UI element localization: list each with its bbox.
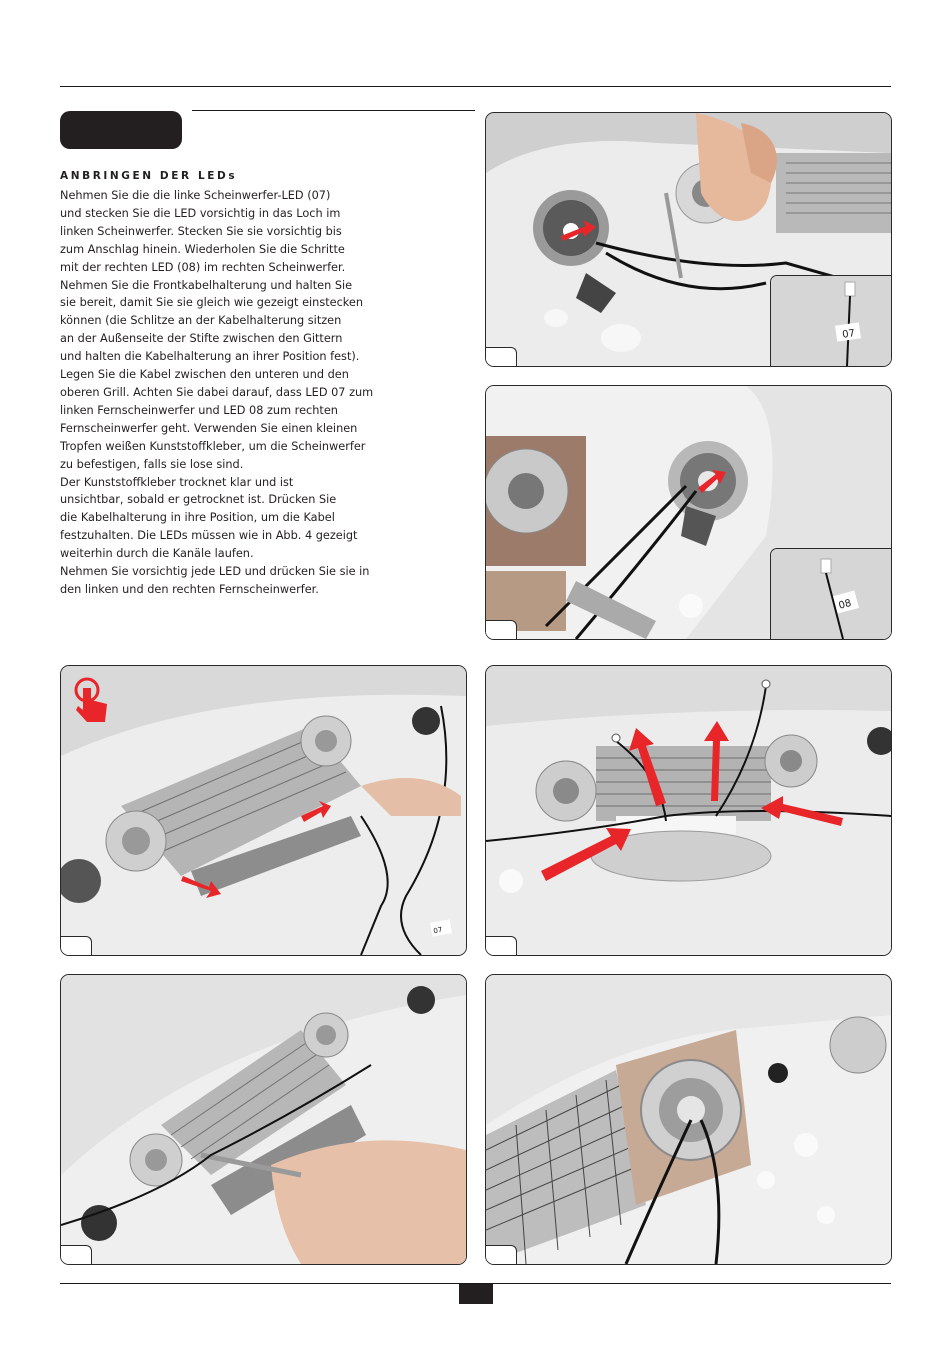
text-line: weiterhin durch die Kanäle laufen. <box>60 547 254 561</box>
led-tag-label: 08 <box>837 597 853 612</box>
text-line: sie bereit, damit Sie sie gleich wie gezeigt einstecken <box>60 296 364 310</box>
text-line: oberen Grill. Achten Sie dabei darauf, dass LED 07 zum <box>60 385 374 399</box>
photo-number-tab <box>486 620 517 639</box>
text-line: zu befestigen, falls sie lose sind. <box>60 457 244 471</box>
text-line: festzuhalten. Die LEDs müssen wie in Abb. 4 gezeigt <box>60 529 358 543</box>
led-tag-illustration <box>771 276 891 366</box>
photo-3-illustration <box>61 666 466 955</box>
page-number-box <box>459 1284 493 1304</box>
text-line: Tropfen weißen Kunststoffkleber, um die Scheinwerfer <box>60 439 366 453</box>
text-line: die Kabelhalterung in ihre Position, um die Kabel <box>60 511 335 525</box>
text-line: und halten die Kabelhalterung an ihrer Position fest). <box>60 350 360 364</box>
photo-step-3 <box>60 665 467 956</box>
text-line: können (die Schlitze an der Kabelhalterung sitzen <box>60 314 342 328</box>
photo-step-4 <box>485 665 892 956</box>
top-rule <box>60 86 891 87</box>
text-line: Nehmen Sie die Frontkabelhalterung und halten Sie <box>60 278 353 292</box>
photo-4-illustration <box>486 666 891 955</box>
led-tag-label: 07 <box>841 328 856 341</box>
text-line: Nehmen Sie die die linke Scheinwerfer-LED (07) <box>60 189 331 202</box>
photo-number-tab <box>61 1245 92 1264</box>
photo-6-illustration <box>486 975 891 1264</box>
text-line: zum Anschlag hinein. Wiederholen Sie die Schritte <box>60 242 345 256</box>
text-line: mit der rechten LED (08) im rechten Scheinwerfer. <box>60 260 346 274</box>
text-line: an der Außenseite der Stifte zwischen den Gittern <box>60 332 343 346</box>
text-line: und stecken Sie die LED vorsichtig in das Loch im <box>60 206 341 220</box>
step-badge <box>60 111 182 149</box>
text-line: Der Kunststoffkleber trocknet klar und ist <box>60 475 294 489</box>
text-line: linken Fernscheinwerfer und LED 08 zum rechten <box>60 403 338 417</box>
text-line: Fernscheinwerfer geht. Verwenden Sie einen kleinen <box>60 421 358 435</box>
inset-led-08 <box>770 548 891 639</box>
led-tag-illustration <box>771 549 891 639</box>
inset-led-07 <box>770 275 891 366</box>
photo-number-tab <box>61 936 92 955</box>
photo-step-1 <box>485 112 892 367</box>
photo-number-tab <box>486 1245 517 1264</box>
photo-number-tab <box>486 936 517 955</box>
photo-step-6 <box>485 974 892 1265</box>
heading-rule <box>192 110 475 111</box>
photo-step-5 <box>60 974 467 1265</box>
instruction-text <box>60 187 390 599</box>
photo-number-tab <box>486 347 517 366</box>
text-line: den linken und den rechten Fernscheinwerfer. <box>60 582 319 596</box>
photo-5-illustration <box>61 975 466 1264</box>
text-line: Legen Sie die Kabel zwischen den unteren und den <box>60 368 349 382</box>
photo-step-2 <box>485 385 892 640</box>
text-line: Nehmen Sie vorsichtig jede LED und drücken Sie sie in <box>60 565 370 579</box>
text-line: unsichtbar, sobald er getrocknet ist. Drücken Sie <box>60 493 337 507</box>
text-line: linken Scheinwerfer. Stecken Sie sie vorsichtig bis <box>60 224 342 238</box>
led-tag-label: 07 <box>432 925 443 936</box>
section-heading: ANBRINGEN DER LEDs <box>60 170 238 182</box>
